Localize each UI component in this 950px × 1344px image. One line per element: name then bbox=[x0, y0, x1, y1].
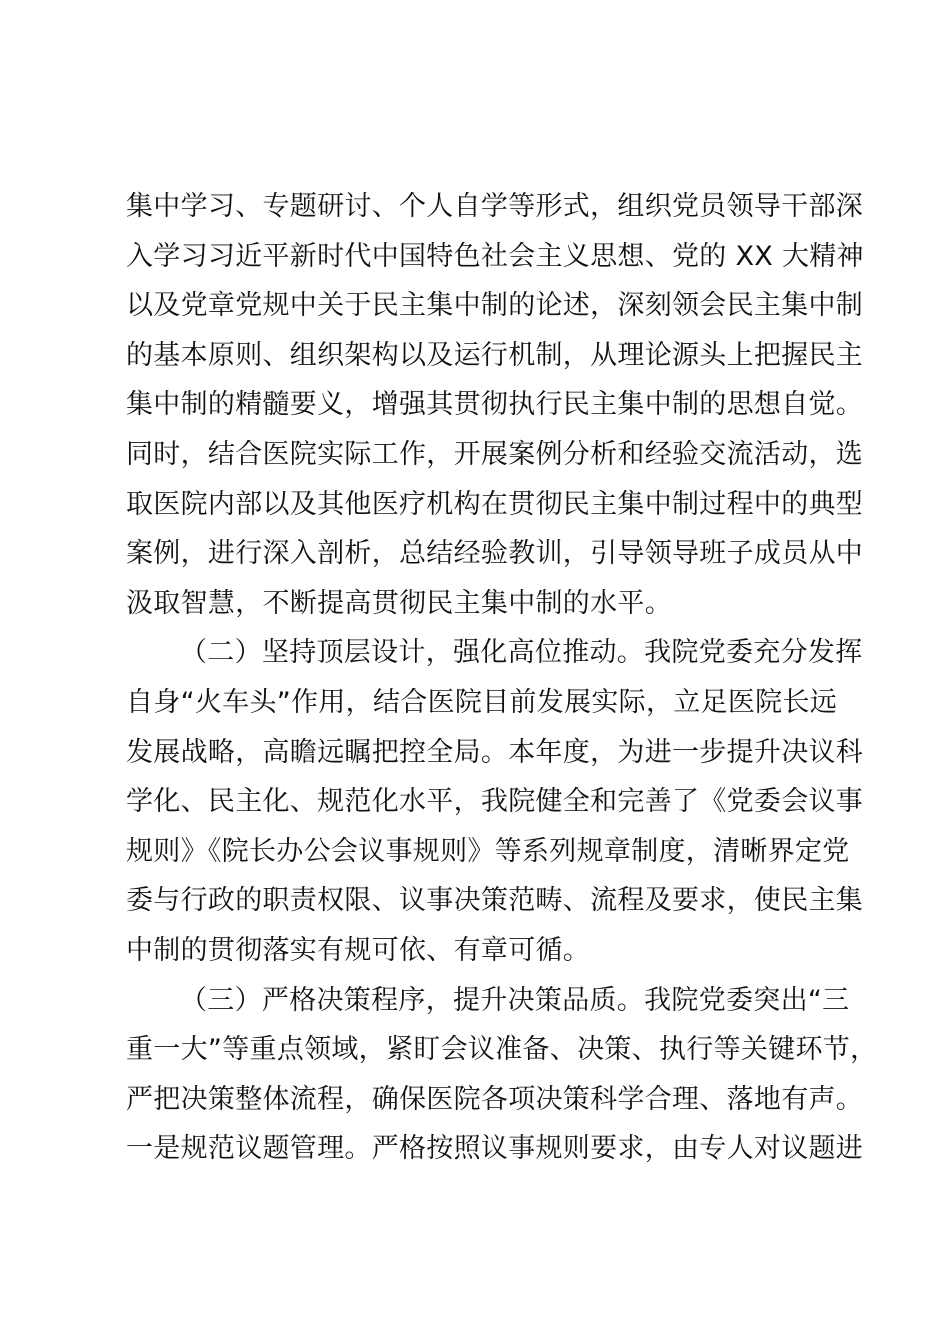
text-line: 重一大”等重点领域，紧盯会议准备、决策、执行等关键环节， bbox=[126, 1034, 878, 1066]
text-line: 中制的贯彻落实有规可依、有章可循。 bbox=[126, 934, 591, 966]
document-body bbox=[126, 182, 878, 1174]
text-line: 取医院内部以及其他医疗机构在贯彻民主集中制过程中的典型 bbox=[126, 488, 864, 520]
paragraph bbox=[126, 976, 878, 1174]
text-line: 规则》《院长办公会议事规则》等系列规章制度，清晰界定党 bbox=[126, 835, 850, 867]
text-line: 汲取智慧，不断提高贯彻民主集中制的水平。 bbox=[126, 587, 672, 619]
text-line: 集中制的精髓要义，增强其贯彻执行民主集中制的思想自觉。 bbox=[126, 389, 864, 421]
text-line: 以及党章党规中关于民主集中制的论述，深刻领会民主集中制 bbox=[126, 290, 864, 322]
paragraph bbox=[126, 182, 864, 628]
text-line: （二）坚持顶层设计，强化高位推动。我院党委充分发挥 bbox=[180, 637, 863, 669]
text-line: 一是规范议题管理。严格按照议事规则要求，由专人对议题进 bbox=[126, 1133, 864, 1165]
text-line: 自身“火车头”作用，结合医院目前发展实际，立足医院长远 bbox=[126, 686, 838, 718]
text-line: 发展战略，高瞻远瞩把控全局。本年度，为进一步提升决议科 bbox=[126, 736, 864, 768]
text-line: 案例，进行深入剖析，总结经验教训，引导领导班子成员从中 bbox=[126, 538, 864, 570]
text-line: 学化、民主化、规范化水平，我院健全和完善了《党委会议事 bbox=[126, 786, 864, 818]
text-line: 严把决策整体流程，确保医院各项决策科学合理、落地有声。 bbox=[126, 1083, 864, 1115]
text-line: （三）严格决策程序，提升决策品质。我院党委突出“三 bbox=[180, 984, 850, 1016]
paragraph bbox=[126, 628, 864, 975]
text-line: 集中学习、专题研讨、个人自学等形式，组织党员领导干部深 bbox=[126, 191, 864, 222]
text-line: 入学习习近平新时代中国特色社会主义思想、党的 XX 大精神 bbox=[126, 240, 864, 272]
text-line: 同时，结合医院实际工作，开展案例分析和经验交流活动，选 bbox=[126, 438, 864, 470]
text-line: 委与行政的职责权限、议事决策范畴、流程及要求，使民主集 bbox=[126, 885, 864, 917]
text-line: 的基本原则、组织架构以及运行机制，从理论源头上把握民主 bbox=[126, 339, 864, 371]
